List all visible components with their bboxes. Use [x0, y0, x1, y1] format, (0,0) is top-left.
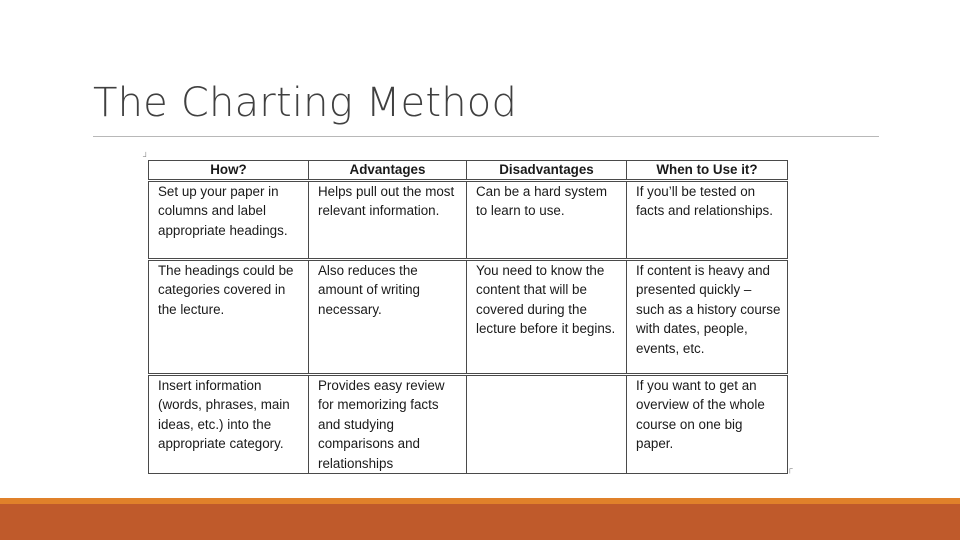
table-cell-empty	[467, 375, 627, 474]
header-how: How?	[149, 161, 309, 181]
table-cell: You need to know the content that will be covered during the lecture before it begins.	[467, 260, 627, 375]
title-divider	[93, 136, 879, 137]
table-cell: Can be a hard system to learn to use.	[467, 181, 627, 260]
footer-band	[0, 504, 960, 540]
table-cell: Also reduces the amount of writing necessary.	[309, 260, 467, 375]
table-cell: Helps pull out the most relevant information.	[309, 181, 467, 260]
table-cell: Set up your paper in columns and label appropriate headings.	[149, 181, 309, 260]
table-row	[149, 375, 788, 474]
table-row	[149, 260, 788, 375]
table-corner-mark-top-left: ┘	[143, 152, 149, 161]
table-cell: If you want to get an overview of the whole course on one big paper.	[627, 375, 788, 474]
charting-method-table	[148, 160, 788, 474]
table-row	[149, 181, 788, 260]
table-cell: Provides easy review for memorizing facts and studying comparisons and relationships	[309, 375, 467, 474]
header-when-to-use: When to Use it?	[627, 161, 788, 181]
table-header-row	[149, 161, 788, 181]
table-cell: If you’ll be tested on facts and relationships.	[627, 181, 788, 260]
slide-title: The Charting Method	[93, 80, 518, 126]
header-disadvantages: Disadvantages	[467, 161, 627, 181]
header-advantages: Advantages	[309, 161, 467, 181]
table-cell: The headings could be categories covered in the lecture.	[149, 260, 309, 375]
table-cell: If content is heavy and presented quickly – such as a history course with dates, people, events, etc.	[627, 260, 788, 375]
table-corner-mark-bottom-right: ┌	[787, 464, 793, 473]
table-cell: Insert information (words, phrases, main ideas, etc.) into the appropriate category.	[149, 375, 309, 474]
